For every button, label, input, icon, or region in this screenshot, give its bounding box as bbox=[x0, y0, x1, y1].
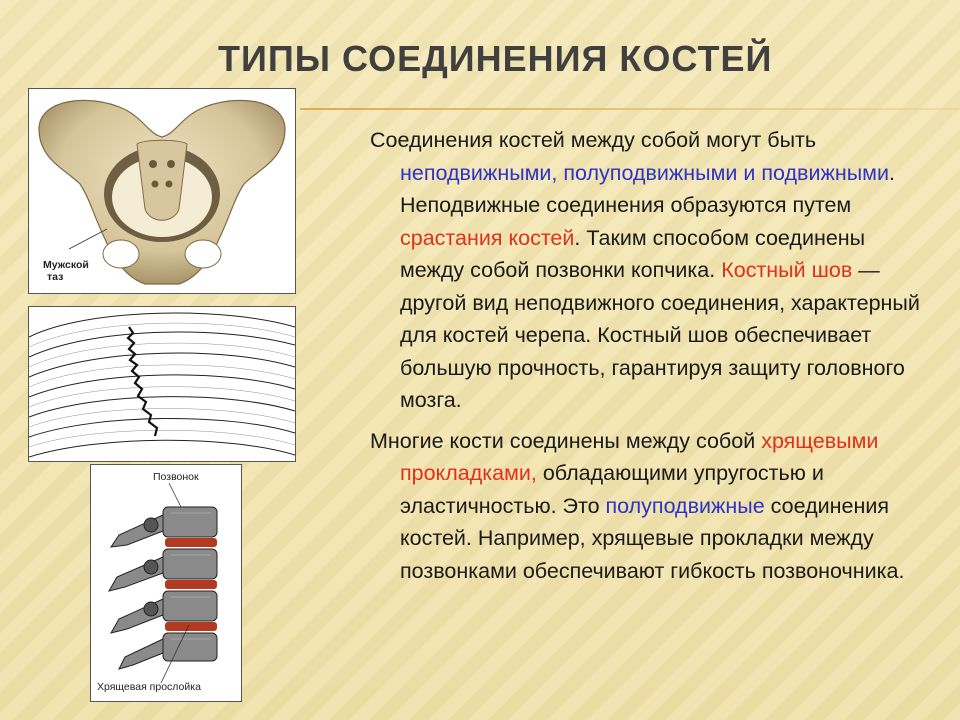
cartilage-label: Хрящевая прослойка bbox=[97, 681, 201, 693]
skull-suture-drawing bbox=[29, 307, 295, 461]
title-divider bbox=[300, 108, 960, 110]
paragraph-2 bbox=[370, 425, 930, 588]
spine-image bbox=[90, 464, 242, 702]
p1-highlight-mobility: неподвижными, полуподвижными и подвижными bbox=[400, 160, 889, 185]
pelvis-image bbox=[28, 88, 296, 294]
p1-segment-2: . Неподвижные соединения образуются путем bbox=[400, 160, 895, 217]
skull-suture-image bbox=[28, 306, 296, 462]
pelvis-label-2: таз bbox=[47, 271, 64, 283]
body-text bbox=[370, 124, 930, 595]
p2-highlight-cartilage: хрящевыми прокладками, bbox=[400, 428, 879, 485]
p1-segment-1: Соединения костей между собой могут быть bbox=[370, 128, 817, 152]
spine-drawing bbox=[91, 465, 241, 701]
vertebra-label: Позвонок bbox=[153, 471, 199, 483]
p1-highlight-suture: Костный шов bbox=[721, 258, 853, 282]
p2-segment-1: Многие кости соединены между собой bbox=[370, 428, 762, 453]
p1-segment-3: . Таким способом соединены между собой позвонки копчика. bbox=[400, 225, 866, 282]
p1-highlight-fusion: срастания костей bbox=[400, 225, 575, 250]
p1-segment-4: — другой вид неподвижного соединения, характерный для костей черепа. Костный шов обеспечивает большую прочность, гарантируя защиту головного мозга. bbox=[400, 258, 920, 412]
p2-highlight-semimobile: полуподвижные bbox=[605, 493, 765, 518]
slide-title: ТИПЫ СОЕДИНЕНИЯ КОСТЕЙ bbox=[218, 38, 773, 79]
p2-segment-3: соединения костей. Например, хрящевые прокладки между позвонками обеспечивают гибкость позвоночника. bbox=[400, 493, 905, 583]
pelvis-label-1: Мужской bbox=[43, 259, 89, 271]
p2-segment-2: обладающими упругостью и эластичностью. Это bbox=[400, 461, 824, 518]
paragraph-1 bbox=[370, 124, 930, 417]
